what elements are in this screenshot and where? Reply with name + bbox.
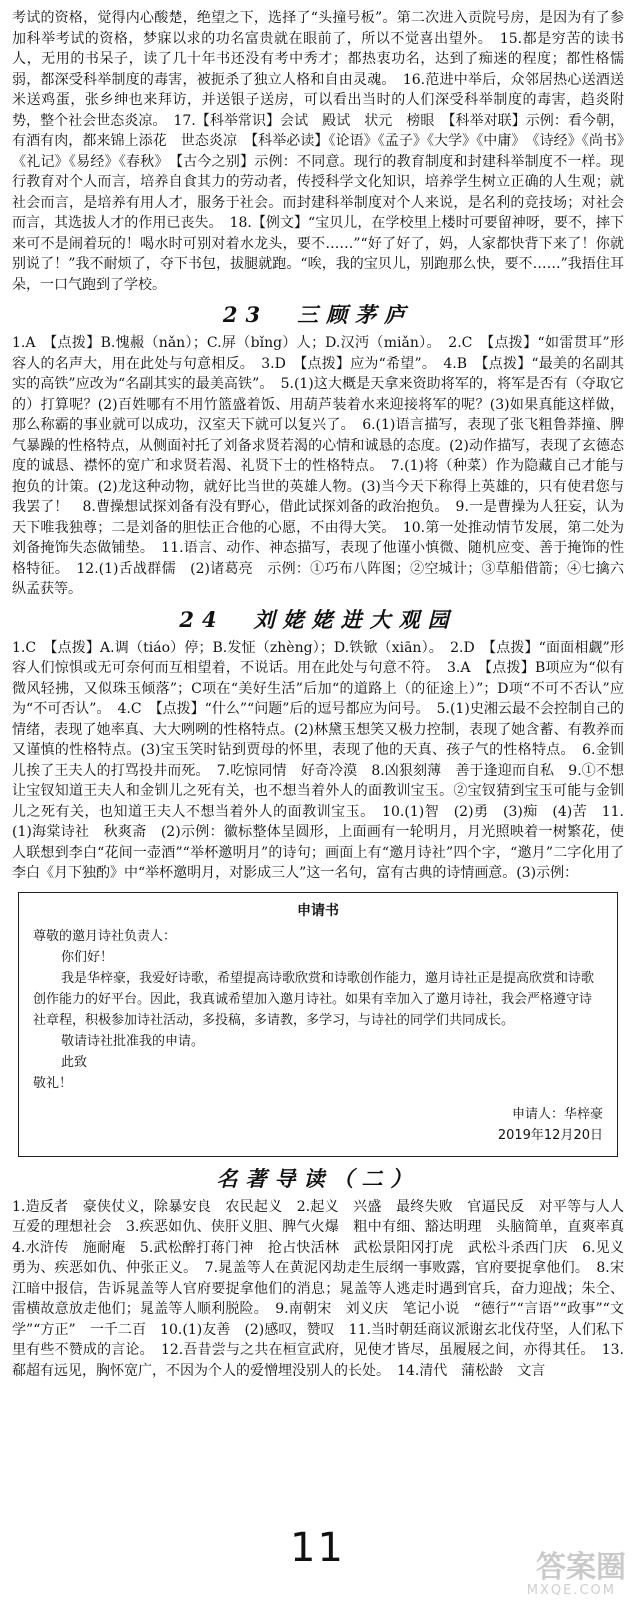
answer-text-top: 考试的资格，觉得内心酸楚，绝望之下，选择了“头撞号板”。第二次进入贡院号房，是因为有了参加科举考试的资格，梦寐以求的功名富贵就在眼前了，所以不觉喜出望外。 15.都是穷苦的读书人，无用的书呆子，读了几十年书还没有考中秀才；都热衷功名，达到了痴迷的程度；都性格懦弱，都深受科举制度的毒害，被扼杀了独立人格和自由灵魂。 16.范进中举后，众邻居热心送酒送米送鸡蛋，张乡绅也来拜访，并送银子送房，可以看出当时的人们深受科举制度的毒害，趋炎附势，整个社会世态炎凉。 17.【科举常识】会试 殿试 状元 榜眼 【科举对联】示例：看今朝，有酒有肉，都来锦上添花 世态炎凉 【科举必读】《论语》《孟子》《大学》《中庸》 《诗经》《尚书》《礼记》《易经》《春秋》 【古今之别】示例：不同意。现行的教育制度和封建科举制度不一样。现行教育对个人而言，培养自食其力的劳动者，传授科学文化知识，培养学生树立正确的人生观；就社会而言，是培养有用人才，服务于社会。而封建科举制度对个人来说，是名利的竞技场；对社会而言，其选拔人才的作用已丧失。 18.【例文】“宝贝儿，在学校里上楼时可要留神呀，要不，摔下来可不是闹着玩的！喝水时可别对着水龙头，要不……”“好了好了，妈，人家都快背下来了！你就别说了！”我不耐烦了，夺下书包，拔腿就跑。“唉，我的宝贝儿，别跑那么快，要不……”我捂住耳朵，一口气跑到了学校。 (12, 10, 624, 293)
page-number: 11 (290, 1525, 345, 1571)
section-title-23: 23 三顾茅庐 (222, 302, 414, 327)
watermark-logo: 答案圈 (536, 1550, 626, 1585)
letter-title: 申请书 (297, 902, 339, 919)
letter-closing-2: 敬礼！ (33, 1075, 73, 1091)
answer-text-mingzhu: 1.造反者 豪侠仗义，除暴安良 农民起义 2.起义 兴盛 最终失败 官逼民反 对平等与人人互爱的理想社会 3.疾恶如仇、侠肝义胆、脾气火爆 粗中有细、豁达明理 头脑简单，直爽率真 4.水浒传 施耐庵 5.武松醉打蒋门神 抢占快活林 武松景阳冈打虎 武松斗杀西门庆 6.见义勇为、疾恶如仇、仲张正义。 7.晁盖等人在黄泥冈劫走生辰纲一事败露，官府要捉拿他们。 8.宋江暗中报信，告诉晁盖等人官府要捉拿他们的消息；晁盖等人逃走时遇到官兵，奋力迎战；朱仝、雷横故意放走他们；晁盖等人顺利脱险。 9.南朝宋 刘义庆 笔记小说 “德行”“言语”“政事”“文学”“方正” 一千二百 10.(1)友善 (2)感叹，赞叹 11.当时朝廷商议派谢玄北伐苻坚，人们私下里有些不赞成的言论。 12.吾昔尝与之共在桓宣武府，见使才皆尽，虽履屐之间，亦得其任。 13.郗超有远见，胸怀宽广，不因为个人的爱憎埋没别人的长处。 14.清代 蒲松龄 文言 (12, 1198, 638, 1379)
answer-text-23: 1.A 【点拨】B.愧赧（nǎn）；C.屏（bǐng）人；D.汉沔（miǎn）。 2.C 【点拨】“如雷贯耳”形容人的名声大，用在此处与句意相反。 3.D 【点拨】应为“希望”。 4.B 【点拨】“最美的名副其实的高铁”应改为“名副其实的最美高铁”。 5.(1)这大概是天拿来资助将军的，将军是否有（夺取它的）打算呢？(2)百姓哪有不用竹篮盛着饭、用葫芦装着水来迎接将军的呢？(3)如果真能这样做，那么称霸的事业就可以成功，汉室天下就可以复兴了。 6.(1)语言描写，表现了张飞粗鲁莽撞、脾气暴躁的性格特点，从侧面衬托了刘备求贤若渴的心情和诚恳的态度。(2)动作描写，表现了玄德态度的诚恳、襟怀的宽广和求贤若渴、礼贤下士的性格特点。 7.(1)将（种菜）作为隐藏自己才能与抱负的计策。(2)龙这种动物，就好比当世的英雄人物。(3)当今天下称得上英雄的，只有使君您与我罢了！ 8.曹操想试探刘备有没有野心，借此试探刘备的政治抱负。 9.一是曹操为人狂妄，认为天下唯我独尊；二是刘备的胆怯正合他的心愿，不由得大笑。 10.第一处推动情节发展，第二处为刘备掩饰失态做铺垫。 11.语言、动作、神态描写，表现了他谨小慎微、随机应变、善于掩饰的性格特征。 12.(1)舌战群儒 (2)诸葛亮 示例：①巧布八阵图；②空城计；③草船借箭；④七擒六纵孟获等。 (12, 335, 624, 597)
letter-body: 我是华梓豪，我爱好诗歌，希望提高诗歌欣赏和诗歌创作能力，邀月诗社正是提高欣赏和诗歌创作能力的好平台。因此，我真诚希望加入邀月诗社。如果有幸加入了邀月诗社，我会严格遵守诗社章程，积极参加诗社活动，多投稿，多请教，多学习，与诗社的同学们共同成长。 (33, 970, 595, 1028)
letter-greeting: 你们好！ (61, 949, 114, 965)
letter-date: 2019年12月20日 (497, 1127, 603, 1143)
page-content (12, 8, 638, 1381)
answer-text-24: 1.C 【点拨】A.调（tiáo）停；B.发怔（zhèng）；D.铁锨（xiān）。 2.D 【点拨】“面面相觑”形容人们惊惧或无可奈何而互相望着，不说话。用在此处与句意不符。 3.A 【点拨】B项应为“似有微风轻拂，又似珠玉倾落”；C项在“美好生活”后加“的道路上（的征途上）”；D项“不可不否认”应为“不可否认”。 4.C 【点拨】“什么”“问题”后的逗号都应为问号。 5.(1)史湘云最不会控制自己的情绪，表现了她率真、大大咧咧的性格特点。(2)林黛玉想笑又极力控制，表现了她含蓄、有教养而又谨慎的性格特点。(3)宝玉笑时钻到贾母的怀里，表现了他的天真、孩子气的性格特点。 6.金钏儿挨了王夫人的打骂投井而死。 7.吃惊同情 好奇冷漠 8.凶狠刻薄 善于逢迎而自私 9.①不想让宝钗知道王夫人和金钏儿之死有关，也不想当着外人的面教训宝玉。②宝钗猜到宝玉可能与金钏儿之死有关，也知道王夫人不想当着外人的面教训宝玉。 10.(1)智 (2)勇 (3)痴 (4)苦 11.(1)海棠诗社 秋爽斋 (2)示例：徽标整体呈圆形，上面画有一轮明月，月光照映着一树繁花，使人联想到李白“花间一壶酒”“举杯邀明月”的诗句；画面上有“邀月诗社”四个字，“邀月”二字化用了李白《月下独酌》中“举杯邀明月，对影成三人”这一名句，富有古典的诗情画意。(3)示例： (12, 639, 624, 881)
letter-request: 敬请诗社批准我的申请。 (61, 1033, 205, 1049)
application-letter-box (18, 892, 618, 1157)
watermark-url: MXQE.COM (526, 1583, 616, 1598)
section-title-24: 24 刘姥姥进大观园 (179, 606, 457, 632)
section-title-mingzhu: 名著导读（二） (216, 1165, 420, 1191)
letter-signature: 申请人：华梓豪 (511, 1106, 603, 1122)
letter-salutation: 尊敬的邀月诗社负责人： (33, 928, 177, 944)
letter-closing-1: 此致 (61, 1054, 88, 1070)
